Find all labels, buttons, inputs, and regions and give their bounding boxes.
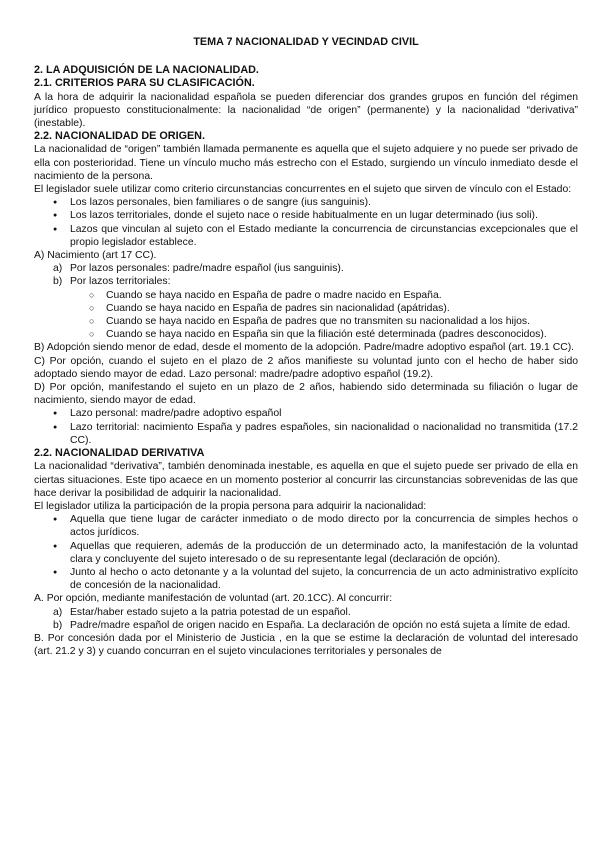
section-2-heading: 2. LA ADQUISICIÓN DE LA NACIONALIDAD.	[34, 64, 259, 77]
list-item-text: Aquella que tiene lugar de carácter inmediato o de modo directo por la concurrencia de simples hechos o actos jurídicos.	[70, 514, 578, 539]
list-item	[34, 315, 578, 328]
concession-paragraph: B. Por concesión dada por el Ministerio de Justicia , en la que se estime la declaración de voluntad del interesado (art. 21.2 y 3) y cuando concurran en el sujeto vinculaciones territoriales y personales de	[34, 632, 578, 658]
section-2-2-heading: 2.2. NACIONALIDAD DE ORIGEN.	[34, 130, 205, 143]
list-item	[34, 513, 578, 539]
list-marker: a)	[53, 606, 63, 618]
list-item	[34, 619, 578, 632]
option-adopted-paragraph: C) Por opción, cuando el sujeto en el plazo de 2 años manifieste su voluntad junto con el hecho de haber sido adoptado siendo mayor de edad. Lazo personal: madre/padre adoptivo español (19.2).	[34, 355, 578, 380]
derivative-paragraph-1: La nacionalidad “derivativa”, también denominada inestable, es aquella en que el sujeto puede ser privado de ella en ciertas situaciones. Este tipo acaece en un momento posterior al concurrir las circunstancias sobrevenidas de las que hace derivar la posibilidad de adquirir la nacionalidad.	[34, 461, 578, 499]
list-item-text: Padre/madre español de origen nacido en España. La declaración de opción no está sujeta a límite de edad.	[70, 619, 571, 631]
list-item-text: Lazo territorial: nacimiento España y padres españoles, sin nacionalidad o nacionalidad no transmitida (17.2 CC).	[70, 421, 578, 446]
list-item-text: Cuando se haya nacido en España sin que la filiación esté determinada (padres desconocidos).	[106, 329, 547, 341]
origin-criteria-list	[34, 196, 578, 249]
list-item	[34, 540, 578, 566]
bullet-icon	[53, 223, 61, 236]
adoption-paragraph: B) Adopción siendo menor de edad, desde el momento de la adopción. Padre/madre adoptivo español (art. 19.1 CC).	[34, 342, 575, 354]
list-item-text: Cuando se haya nacido en España de padre o madre nacido en España.	[106, 289, 442, 301]
origin-paragraph-1: La nacionalidad de “origen” también llamada permanente es aquella que el sujeto adquiere y no puede ser privado de ella con posterioridad. Tiene un vínculo mucho más estrecho con el Estado, surgiendo un vínculo inmediato desde el nacimiento de la persona.	[34, 144, 578, 182]
derivative-list	[34, 513, 578, 592]
derivative-heading: 2.2. NACIONALIDAD DERIVATIVA	[34, 447, 205, 460]
derivative-paragraph-2: El legislador utiliza la participación de la propia persona para adquirir la nacionalidad:	[34, 500, 427, 512]
circle-bullet-icon: ○	[89, 289, 95, 300]
document-title: TEMA 7 NACIONALIDAD Y VECINDAD CIVIL	[193, 36, 419, 48]
list-item	[34, 196, 578, 209]
bullet-icon	[53, 407, 61, 420]
bullet-icon	[53, 421, 61, 434]
list-item	[34, 209, 578, 222]
list-item	[34, 289, 578, 302]
list-item	[34, 275, 578, 288]
option-will-paragraph: A. Por opción, mediante manifestación de voluntad (art. 20.1CC). Al concurrir:	[34, 593, 393, 605]
list-item-text: Junto al hecho o acto detonante y a la voluntad del sujeto, la concurrencia de un acto administrativo explícito de concesión de la nacionalidad.	[70, 566, 578, 592]
origin-paragraph-2: El legislador suele utilizar como criterio circunstancias concurrentes en el sujeto que sirven de vínculo con el Estado:	[34, 184, 572, 196]
list-item-text: Por lazos personales: padre/madre español (ius sanguinis).	[70, 263, 344, 275]
list-item-text: Por lazos territoriales:	[70, 276, 171, 288]
birth-list	[34, 262, 578, 288]
section-2-1-heading: 2.1. CRITERIOS PARA SU CLASIFICACIÓN.	[34, 77, 255, 90]
list-item	[34, 566, 578, 592]
list-item	[34, 223, 578, 249]
bullet-icon	[53, 209, 61, 222]
option-ties-list	[34, 407, 578, 447]
list-item	[34, 407, 578, 420]
circle-bullet-icon: ○	[89, 302, 95, 313]
list-item-text: Estar/haber estado sujeto a la patria potestad de un español.	[70, 606, 351, 618]
list-marker: a)	[53, 263, 63, 275]
list-item	[34, 328, 578, 341]
list-item-text: Los lazos personales, bien familiares o de sangre (ius sanguinis).	[70, 197, 371, 209]
list-item-text: Aquellas que requieren, además de la producción de un determinado acto, la manifestación de la voluntad clara y concluyente del sujeto interesado o de su representante legal (declaración de opción).	[70, 540, 578, 565]
bullet-icon	[53, 540, 61, 553]
section-2-1-paragraph: A la hora de adquirir la nacionalidad española se pueden diferenciar dos grandes grupos en función del régimen jurídico propuesto constitucionalmente: la nacionalidad “de origen” (permanente) y la nacionalidad “derivativa” (inestable).	[34, 91, 578, 130]
list-item-text: Lazo personal: madre/padre adoptivo español	[70, 408, 282, 420]
bullet-icon	[53, 513, 61, 526]
list-item-text: Cuando se haya nacido en España de padres sin nacionalidad (apátridas).	[106, 302, 450, 314]
option-will-list	[34, 606, 578, 632]
bullet-icon	[53, 566, 61, 579]
list-item	[34, 302, 578, 315]
option-filiation-paragraph: D) Por opción, manifestando el sujeto en un plazo de 2 años, habiendo sido determinada su filiación o lugar de nacimiento, siendo mayor de edad.	[34, 382, 578, 407]
list-item	[34, 606, 578, 619]
circle-bullet-icon: ○	[89, 329, 95, 340]
list-item	[34, 421, 578, 447]
birth-heading: A) Nacimiento (art 17 CC).	[34, 250, 157, 262]
territorial-sublist	[34, 289, 578, 342]
list-marker: b)	[53, 619, 63, 631]
list-marker: b)	[53, 276, 63, 288]
list-item-text: Cuando se haya nacido en España de padres que no transmiten su nacionalidad a los hijos.	[106, 316, 530, 328]
bullet-icon	[53, 196, 61, 209]
circle-bullet-icon: ○	[89, 316, 95, 327]
list-item	[34, 262, 578, 275]
list-item-text: Lazos que vinculan al sujeto con el Estado mediante la concurrencia de circunstancias excepcionales que el propio legislador establece.	[70, 223, 578, 248]
list-item-text: Los lazos territoriales, donde el sujeto nace o reside habitualmente en un lugar determinado (ius soli).	[70, 210, 538, 222]
